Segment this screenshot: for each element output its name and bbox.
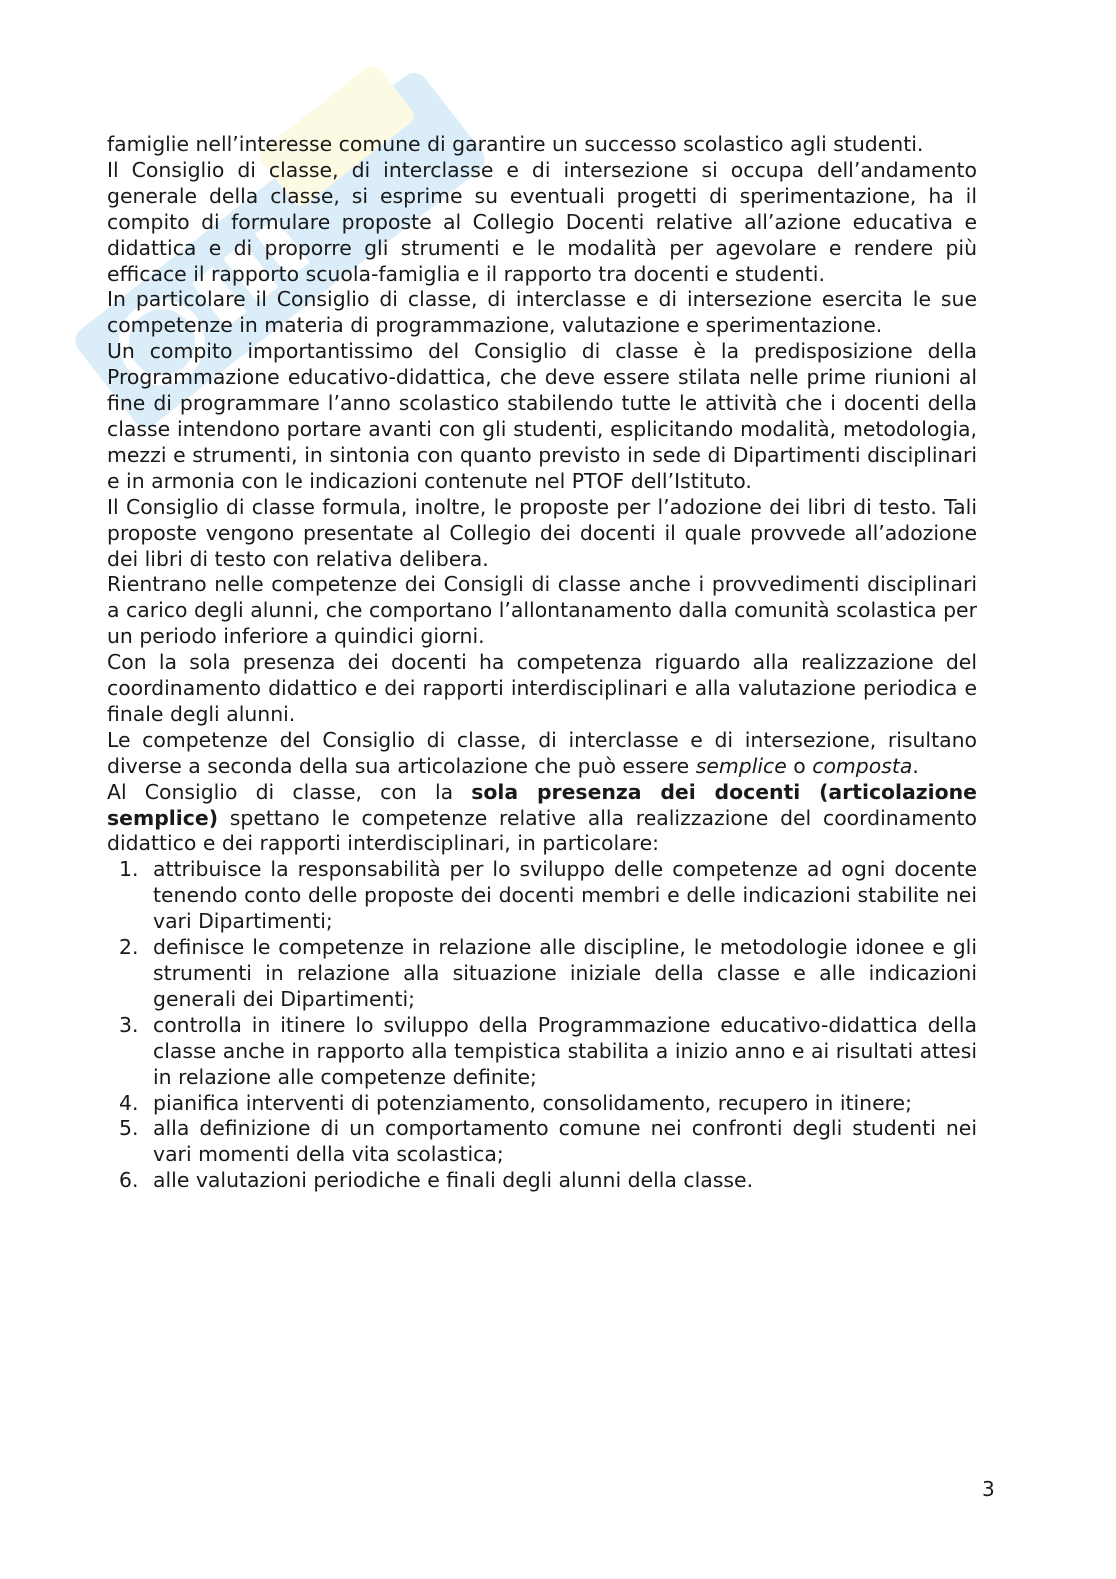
list-item-text: alle valutazioni periodiche e finali degli alunni della classe. [153, 1168, 754, 1193]
bold-text: sola presenza dei docenti (articolazione semplice) [107, 779, 977, 830]
list-item [107, 1013, 977, 1091]
text-run: Le competenze del Consiglio di classe, di interclasse e di intersezione, risultano diverse a seconda della sua articolazione che può essere [107, 727, 977, 778]
paragraph [107, 158, 977, 288]
italic-text: semplice [695, 753, 787, 778]
text-run: Il Consiglio di classe, di interclasse e di intersezione si occupa dell’andamento generale della classe, si esprime su eventuali progetti di sperimentazione, ha il compito di formulare proposte al Collegio Docenti relative all’azione educativa e didattica e di proporre gli strumenti e le modalità per agevolare e rendere più efficace il rapporto scuola-famiglia e il rapporto tra docenti e studenti. [107, 157, 977, 286]
paragraph [107, 728, 977, 780]
list-item [107, 857, 977, 935]
paragraph [107, 132, 977, 158]
list-item [107, 1116, 977, 1168]
paragraph [107, 339, 977, 494]
text-run: In particolare il Consiglio di classe, di interclasse e di intersezione esercita le sue competenze in materia di programmazione, valutazione e sperimentazione. [107, 287, 977, 338]
text-run: Rientrano nelle competenze dei Consigli di classe anche i provvedimenti disciplinari a carico degli alunni, che comportano l’allontanamento dalla comunità scolastica per un periodo inferiore a quindici giorni. [107, 572, 977, 649]
list-item-text: attribuisce la responsabilità per lo sviluppo delle competenze ad ogni docente tenendo conto delle proposte dei docenti membri e delle indicazioni stabilite nei vari Dipartimenti; [153, 857, 977, 934]
list-item [107, 1091, 977, 1117]
page-number: 3 [982, 1477, 995, 1501]
list-item-number: 3. [119, 1012, 139, 1037]
list-item-number: 4. [119, 1090, 139, 1115]
list-item [107, 1168, 977, 1194]
document-body [107, 132, 977, 1194]
list-item-text: alla definizione di un comportamento comune nei confronti degli studenti nei vari momenti della vita scolastica; [153, 1116, 977, 1167]
list-item-number: 2. [119, 935, 139, 960]
paragraph [107, 287, 977, 339]
list-item-text: pianifica interventi di potenziamento, consolidamento, recupero in itinere; [153, 1090, 912, 1115]
text-run: spettano le competenze relative alla realizzazione del coordinamento didattico e dei rapporti interdisciplinari, in particolare: [107, 805, 977, 856]
text-run: Al Consiglio di classe, con la [107, 779, 472, 804]
text-run: Il Consiglio di classe formula, inoltre, le proposte per l’adozione dei libri di testo. Tali proposte vengono presentate al Collegio dei docenti il quale provvede all’adozione dei libri di testo con relativa delibera. [107, 494, 977, 571]
list-item-text: controlla in itinere lo sviluppo della Programmazione educativo-didattica della classe anche in rapporto alla tempistica stabilita a inizio anno e ai risultati attesi in relazione alle competenze definite; [153, 1012, 977, 1089]
list-item-number: 5. [119, 1116, 139, 1141]
numbered-list [107, 857, 977, 1194]
text-run: . [912, 753, 919, 778]
italic-text: composta [812, 753, 913, 778]
list-item-number: 1. [119, 857, 139, 882]
list-item-number: 6. [119, 1168, 139, 1193]
text-run: Un compito importantissimo del Consiglio di classe è la predisposizione della Programmazione educativo-didattica, che deve essere stilata nelle prime riunioni al fine di programmare l’anno scolastico stabilendo tutte le attività che i docenti della classe intendono portare avanti con gli studenti, esplicitando modalità, metodologia, mezzi e strumenti, in sintonia con quanto previsto in sede di Dipartimenti disciplinari e in armonia con le indicazioni contenute nel PTOF dell’Istituto. [107, 339, 977, 493]
paragraph [107, 780, 977, 858]
paragraph [107, 650, 977, 728]
paragraph [107, 495, 977, 573]
paragraph [107, 572, 977, 650]
list-item [107, 935, 977, 1013]
text-run: famiglie nell’interesse comune di garantire un successo scolastico agli studenti. [107, 132, 924, 156]
list-item-text: definisce le competenze in relazione alle discipline, le metodologie idonee e gli strumenti in relazione alla situazione iniziale della classe e alle indicazioni generali dei Dipartimenti; [153, 935, 977, 1011]
text-run: Con la sola presenza dei docenti ha competenza riguardo alla realizzazione del coordinamento didattico e dei rapporti interdisciplinari e alla valutazione periodica e finale degli alunni. [107, 650, 977, 726]
text-run: o [786, 753, 813, 778]
